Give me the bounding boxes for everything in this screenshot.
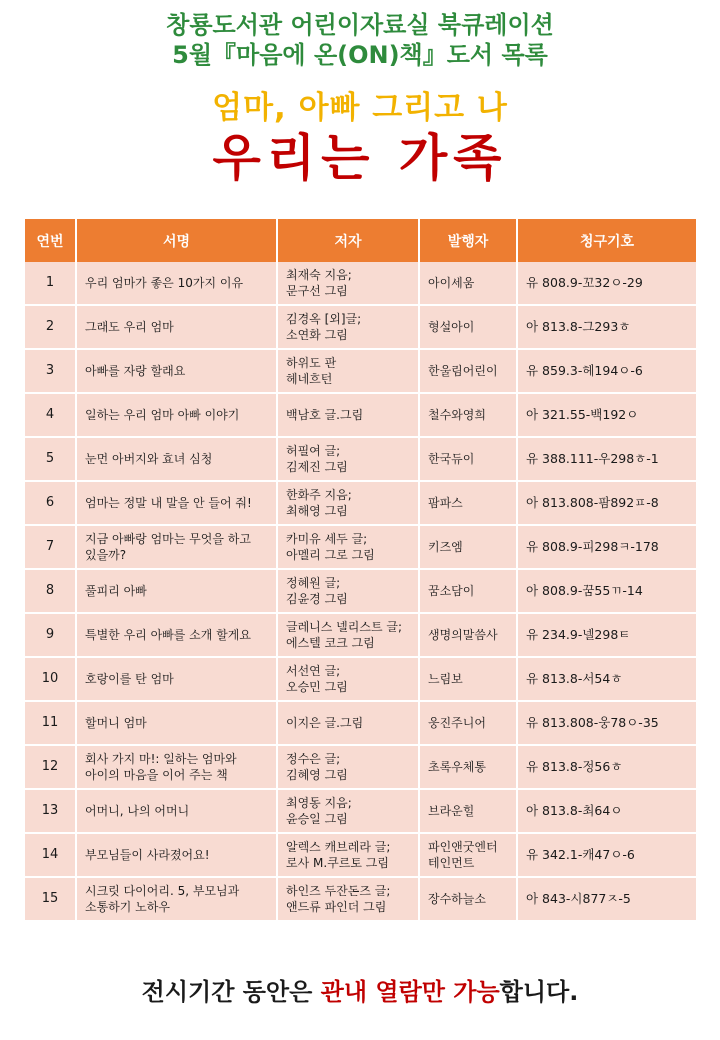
column-header-call-number: 청구기호 bbox=[517, 219, 696, 262]
cell-author: 최재숙 지음; 문구선 그림 bbox=[277, 262, 419, 305]
cell-author: 백남호 글.그림 bbox=[277, 393, 419, 437]
cell-number: 7 bbox=[25, 525, 76, 569]
cell-publisher: 한국듀이 bbox=[419, 437, 517, 481]
cell-number: 2 bbox=[25, 305, 76, 349]
exhibition-notice bbox=[0, 972, 720, 1012]
cell-publisher: 팜파스 bbox=[419, 481, 517, 525]
cell-call-number: 유 388.111-우298ㅎ-1 bbox=[517, 437, 696, 481]
table-row bbox=[25, 262, 696, 305]
cell-number: 1 bbox=[25, 262, 76, 305]
cell-author: 글레니스 넬리스트 글; 에스텔 코크 그림 bbox=[277, 613, 419, 657]
cell-author: 알렉스 캐브레라 글; 로사 M.쿠르토 그림 bbox=[277, 833, 419, 877]
table-row bbox=[25, 437, 696, 481]
cell-author: 정혜원 글; 김윤경 그림 bbox=[277, 569, 419, 613]
cell-publisher: 한울림어린이 bbox=[419, 349, 517, 393]
cell-number: 4 bbox=[25, 393, 76, 437]
table-body bbox=[25, 262, 696, 920]
cell-title: 그래도 우리 엄마 bbox=[76, 305, 277, 349]
cell-title: 부모님들이 사라졌어요! bbox=[76, 833, 277, 877]
cell-number: 6 bbox=[25, 481, 76, 525]
cell-author: 한화주 지음; 최해영 그림 bbox=[277, 481, 419, 525]
cell-publisher: 키즈엠 bbox=[419, 525, 517, 569]
notice-text-after: 합니다. bbox=[499, 978, 579, 1006]
cell-number: 9 bbox=[25, 613, 76, 657]
table-row bbox=[25, 657, 696, 701]
cell-title: 회사 가지 마!: 일하는 엄마와 아이의 마음을 이어 주는 책 bbox=[76, 745, 277, 789]
table-row bbox=[25, 525, 696, 569]
cell-publisher: 웅진주니어 bbox=[419, 701, 517, 745]
cell-title: 시크릿 다이어리. 5, 부모님과 소통하기 노하우 bbox=[76, 877, 277, 920]
cell-call-number: 유 808.9-피298ㅋ-178 bbox=[517, 525, 696, 569]
table-row bbox=[25, 569, 696, 613]
cell-title: 특별한 우리 아빠를 소개 할게요 bbox=[76, 613, 277, 657]
cell-publisher: 아이세움 bbox=[419, 262, 517, 305]
table-row bbox=[25, 701, 696, 745]
cell-call-number: 아 808.9-꿈55ㄲ-14 bbox=[517, 569, 696, 613]
cell-title: 어머니, 나의 어머니 bbox=[76, 789, 277, 833]
theme-subtitle: 엄마, 아빠 그리고 나 bbox=[212, 90, 508, 126]
cell-number: 15 bbox=[25, 877, 76, 920]
cell-call-number: 아 843-시877ㅈ-5 bbox=[517, 877, 696, 920]
book-list-table-wrapper bbox=[25, 219, 696, 920]
book-list-table bbox=[25, 219, 696, 920]
cell-publisher: 초록우체통 bbox=[419, 745, 517, 789]
cell-publisher: 브라운힐 bbox=[419, 789, 517, 833]
cell-call-number: 유 813.808-웅78ㅇ-35 bbox=[517, 701, 696, 745]
cell-number: 12 bbox=[25, 745, 76, 789]
cell-number: 10 bbox=[25, 657, 76, 701]
cell-publisher: 느림보 bbox=[419, 657, 517, 701]
cell-author: 하인즈 두잔돈즈 글; 앤드류 파인더 그림 bbox=[277, 877, 419, 920]
column-header-author: 저자 bbox=[277, 219, 419, 262]
list-subheader: 5월『마음에 온(ON)책』도서 목록 bbox=[172, 41, 548, 69]
cell-call-number: 아 321.55-백192ㅇ bbox=[517, 393, 696, 437]
table-row bbox=[25, 833, 696, 877]
cell-author: 하위도 판 헤네흐턴 bbox=[277, 349, 419, 393]
theme-title: 우리는 가족 bbox=[212, 129, 508, 187]
cell-call-number: 유 859.3-헤194ㅇ-6 bbox=[517, 349, 696, 393]
cell-publisher: 형설아이 bbox=[419, 305, 517, 349]
notice-text-before: 전시기간 동안은 bbox=[141, 978, 321, 1006]
table-row bbox=[25, 613, 696, 657]
table-row bbox=[25, 745, 696, 789]
cell-call-number: 아 813.8-최64ㅇ bbox=[517, 789, 696, 833]
cell-title: 일하는 우리 엄마 아빠 이야기 bbox=[76, 393, 277, 437]
cell-title: 엄마는 정말 내 말을 안 들어 줘! bbox=[76, 481, 277, 525]
cell-number: 5 bbox=[25, 437, 76, 481]
cell-publisher: 생명의말씀사 bbox=[419, 613, 517, 657]
column-header-title: 서명 bbox=[76, 219, 277, 262]
cell-author: 이지은 글.그림 bbox=[277, 701, 419, 745]
column-header-publisher: 발행자 bbox=[419, 219, 517, 262]
cell-publisher: 파인앤굿엔터 테인먼트 bbox=[419, 833, 517, 877]
table-row bbox=[25, 789, 696, 833]
cell-author: 허필여 글; 김제진 그림 bbox=[277, 437, 419, 481]
cell-title: 호랑이를 탄 엄마 bbox=[76, 657, 277, 701]
cell-call-number: 유 234.9-넬298ㅌ bbox=[517, 613, 696, 657]
cell-author: 최영동 지음; 윤승일 그림 bbox=[277, 789, 419, 833]
cell-number: 14 bbox=[25, 833, 76, 877]
table-row bbox=[25, 481, 696, 525]
cell-call-number: 아 813.808-팜892ㅍ-8 bbox=[517, 481, 696, 525]
cell-title: 지금 아빠랑 엄마는 무엇을 하고 있을까? bbox=[76, 525, 277, 569]
cell-author: 김경옥 [외]글; 소연화 그림 bbox=[277, 305, 419, 349]
cell-author: 정수은 글; 김혜영 그림 bbox=[277, 745, 419, 789]
cell-title: 아빠를 자랑 할래요 bbox=[76, 349, 277, 393]
library-header: 창룡도서관 어린이자료실 북큐레이션 bbox=[166, 11, 554, 39]
cell-title: 풀피리 아빠 bbox=[76, 569, 277, 613]
notice-highlight: 관내 열람만 가능 bbox=[320, 978, 500, 1006]
cell-number: 11 bbox=[25, 701, 76, 745]
cell-publisher: 장수하늘소 bbox=[419, 877, 517, 920]
cell-call-number: 유 342.1-캐47ㅇ-6 bbox=[517, 833, 696, 877]
table-row bbox=[25, 877, 696, 920]
cell-title: 할머니 엄마 bbox=[76, 701, 277, 745]
cell-publisher: 꿈소담이 bbox=[419, 569, 517, 613]
cell-call-number: 아 813.8-그293ㅎ bbox=[517, 305, 696, 349]
cell-call-number: 유 813.8-서54ㅎ bbox=[517, 657, 696, 701]
cell-number: 8 bbox=[25, 569, 76, 613]
cell-author: 서선연 글; 오승민 그림 bbox=[277, 657, 419, 701]
cell-call-number: 유 808.9-꼬32ㅇ-29 bbox=[517, 262, 696, 305]
cell-title: 우리 엄마가 좋은 10가지 이유 bbox=[76, 262, 277, 305]
cell-number: 3 bbox=[25, 349, 76, 393]
table-row bbox=[25, 393, 696, 437]
cell-number: 13 bbox=[25, 789, 76, 833]
table-row bbox=[25, 349, 696, 393]
table-header-row bbox=[25, 219, 696, 262]
table-row bbox=[25, 305, 696, 349]
cell-author: 카미유 세두 글; 아멜리 그로 그림 bbox=[277, 525, 419, 569]
cell-call-number: 유 813.8-정56ㅎ bbox=[517, 745, 696, 789]
cell-title: 눈먼 아버지와 효녀 심청 bbox=[76, 437, 277, 481]
cell-publisher: 철수와영희 bbox=[419, 393, 517, 437]
column-header-number: 연번 bbox=[25, 219, 76, 262]
